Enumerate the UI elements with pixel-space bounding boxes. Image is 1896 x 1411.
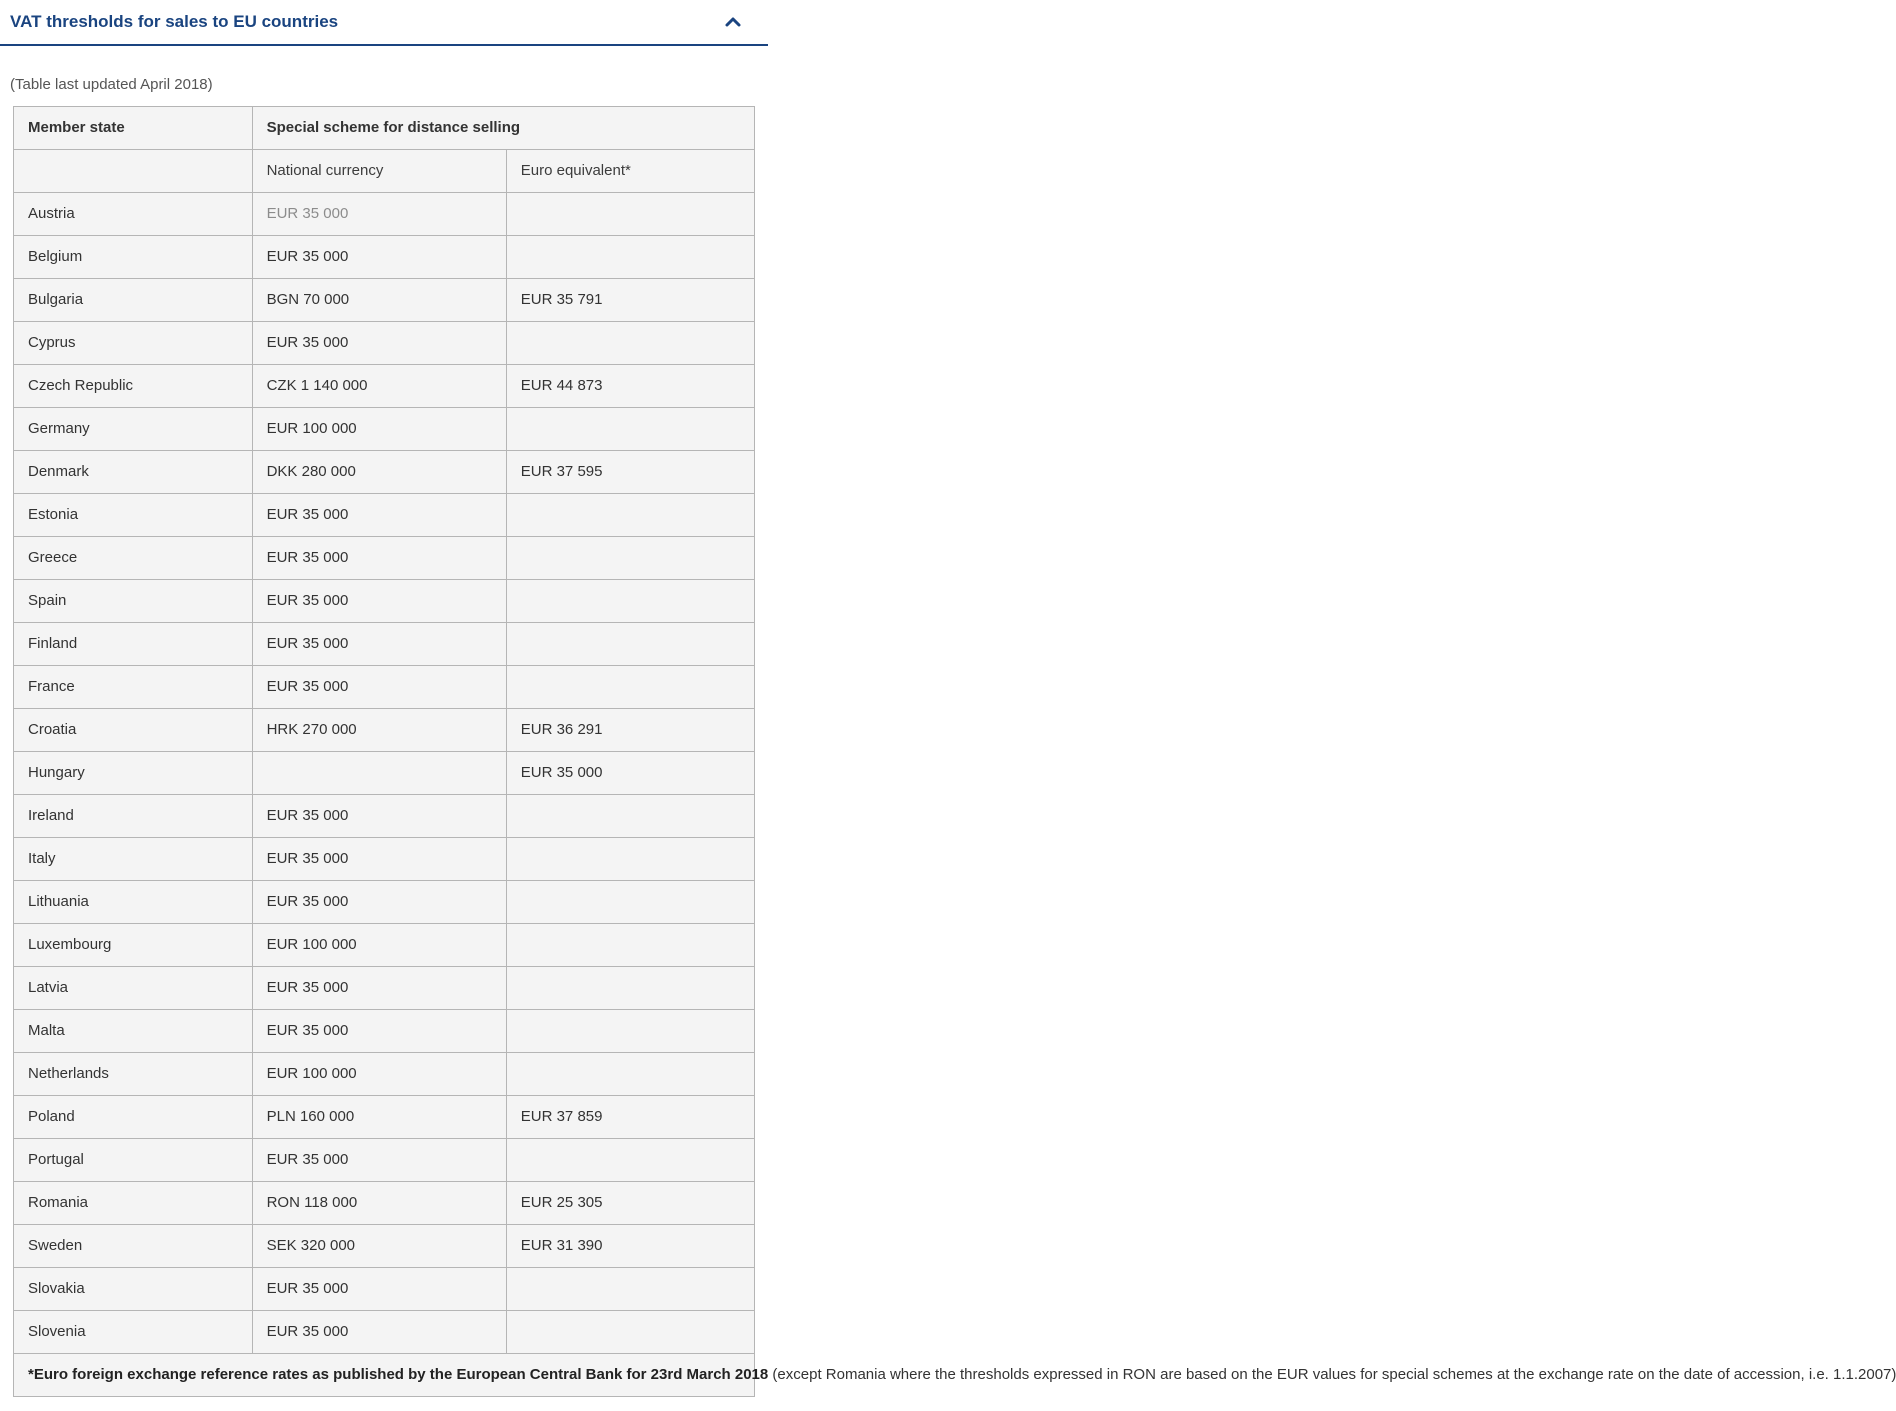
- table-subheader-row: [14, 150, 755, 193]
- national-currency-cell: EUR 35 000: [252, 537, 506, 580]
- member-state-header: Member state: [14, 107, 253, 150]
- national-currency-cell: EUR 35 000: [252, 1268, 506, 1311]
- footnote-regular-text: (except Romania where the thresholds expressed in RON are based on the EUR values for special schemes at the exchange rate on the date of accession, i.e. 1.1.2007): [768, 1366, 1896, 1383]
- table-row: [14, 1053, 755, 1096]
- country-cell: Croatia: [14, 709, 253, 752]
- national-currency-cell: EUR 35 000: [252, 666, 506, 709]
- euro-equivalent-cell: [506, 236, 754, 279]
- country-cell: Slovakia: [14, 1268, 253, 1311]
- table-row: [14, 279, 755, 322]
- country-cell: Cyprus: [14, 322, 253, 365]
- table-row: [14, 795, 755, 838]
- country-cell: Latvia: [14, 967, 253, 1010]
- national-currency-cell: RON 118 000: [252, 1182, 506, 1225]
- national-currency-cell: EUR 35 000: [252, 236, 506, 279]
- euro-equivalent-cell: EUR 37 595: [506, 451, 754, 494]
- national-currency-cell: CZK 1 140 000: [252, 365, 506, 408]
- country-cell: France: [14, 666, 253, 709]
- table-row: [14, 193, 755, 236]
- national-currency-cell: [252, 752, 506, 795]
- euro-equivalent-cell: [506, 838, 754, 881]
- country-cell: Austria: [14, 193, 253, 236]
- national-currency-subheader: National currency: [252, 150, 506, 193]
- national-currency-cell: EUR 100 000: [252, 924, 506, 967]
- euro-equivalent-cell: EUR 44 873: [506, 365, 754, 408]
- country-cell: Finland: [14, 623, 253, 666]
- vat-table-container: [13, 106, 1896, 1397]
- national-currency-cell: EUR 100 000: [252, 408, 506, 451]
- euro-equivalent-cell: [506, 408, 754, 451]
- footnote: [14, 1354, 1896, 1397]
- table-row: [14, 623, 755, 666]
- national-currency-cell: EUR 35 000: [252, 580, 506, 623]
- national-currency-cell: EUR 35 000: [252, 1139, 506, 1182]
- country-cell: Romania: [14, 1182, 253, 1225]
- country-cell: Italy: [14, 838, 253, 881]
- euro-equivalent-cell: [506, 1268, 754, 1311]
- accordion-title: VAT thresholds for sales to EU countries: [10, 12, 339, 31]
- table-row: [14, 580, 755, 623]
- country-cell: Estonia: [14, 494, 253, 537]
- table-header-row: [14, 107, 755, 150]
- table-body: [14, 193, 755, 1354]
- footnote-row: [14, 1354, 755, 1397]
- table-row: [14, 365, 755, 408]
- euro-equivalent-cell: [506, 580, 754, 623]
- country-cell: Spain: [14, 580, 253, 623]
- euro-equivalent-cell: [506, 623, 754, 666]
- euro-equivalent-cell: [506, 1311, 754, 1354]
- table-row: [14, 1268, 755, 1311]
- country-cell: Lithuania: [14, 881, 253, 924]
- euro-equivalent-cell: [506, 322, 754, 365]
- euro-equivalent-cell: EUR 35 000: [506, 752, 754, 795]
- country-cell: Malta: [14, 1010, 253, 1053]
- national-currency-cell: EUR 100 000: [252, 1053, 506, 1096]
- special-scheme-group-header: Special scheme for distance selling: [252, 107, 754, 150]
- table-row: [14, 1225, 755, 1268]
- table-last-updated-note: (Table last updated April 2018): [10, 76, 213, 93]
- national-currency-cell: EUR 35 000: [252, 1311, 506, 1354]
- table-row: [14, 1096, 755, 1139]
- country-cell: Poland: [14, 1096, 253, 1139]
- national-currency-cell: EUR 35 000: [252, 322, 506, 365]
- euro-equivalent-cell: [506, 881, 754, 924]
- euro-equivalent-cell: [506, 537, 754, 580]
- euro-equivalent-cell: [506, 924, 754, 967]
- vat-thresholds-table: [13, 106, 1896, 1397]
- country-cell: Belgium: [14, 236, 253, 279]
- national-currency-cell: EUR 35 000: [252, 193, 506, 236]
- country-cell: Germany: [14, 408, 253, 451]
- table-row: [14, 752, 755, 795]
- footnote-bold-text: *Euro foreign exchange reference rates as published by the European Central Bank for 23rd March 2018: [28, 1366, 769, 1383]
- national-currency-cell: EUR 35 000: [252, 623, 506, 666]
- euro-equivalent-cell: [506, 1010, 754, 1053]
- table-row: [14, 967, 755, 1010]
- euro-equivalent-cell: EUR 31 390: [506, 1225, 754, 1268]
- country-cell: Greece: [14, 537, 253, 580]
- national-currency-cell: EUR 35 000: [252, 881, 506, 924]
- euro-equivalent-cell: [506, 795, 754, 838]
- euro-equivalent-subheader: Euro equivalent*: [506, 150, 754, 193]
- country-cell: Ireland: [14, 795, 253, 838]
- country-cell: Netherlands: [14, 1053, 253, 1096]
- euro-equivalent-cell: EUR 35 791: [506, 279, 754, 322]
- euro-equivalent-cell: [506, 494, 754, 537]
- table-row: [14, 666, 755, 709]
- national-currency-cell: EUR 35 000: [252, 967, 506, 1010]
- table-row: [14, 494, 755, 537]
- country-cell: Czech Republic: [14, 365, 253, 408]
- table-row: [14, 236, 755, 279]
- table-row: [14, 838, 755, 881]
- national-currency-cell: EUR 35 000: [252, 494, 506, 537]
- euro-equivalent-cell: EUR 25 305: [506, 1182, 754, 1225]
- euro-equivalent-cell: [506, 193, 754, 236]
- table-row: [14, 1139, 755, 1182]
- euro-equivalent-cell: [506, 666, 754, 709]
- table-row: [14, 1010, 755, 1053]
- table-row: [14, 709, 755, 752]
- national-currency-cell: SEK 320 000: [252, 1225, 506, 1268]
- national-currency-cell: EUR 35 000: [252, 838, 506, 881]
- table-row: [14, 924, 755, 967]
- country-cell: Hungary: [14, 752, 253, 795]
- table-row: [14, 408, 755, 451]
- country-cell: Portugal: [14, 1139, 253, 1182]
- national-currency-cell: EUR 35 000: [252, 1010, 506, 1053]
- table-row: [14, 1311, 755, 1354]
- national-currency-cell: PLN 160 000: [252, 1096, 506, 1139]
- national-currency-cell: BGN 70 000: [252, 279, 506, 322]
- table-row: [14, 537, 755, 580]
- country-cell: Luxembourg: [14, 924, 253, 967]
- national-currency-cell: EUR 35 000: [252, 795, 506, 838]
- table-row: [14, 881, 755, 924]
- empty-subheader-cell: [14, 150, 253, 193]
- national-currency-cell: DKK 280 000: [252, 451, 506, 494]
- table-row: [14, 322, 755, 365]
- table-row: [14, 451, 755, 494]
- country-cell: Slovenia: [14, 1311, 253, 1354]
- country-cell: Bulgaria: [14, 279, 253, 322]
- euro-equivalent-cell: [506, 1053, 754, 1096]
- euro-equivalent-cell: [506, 967, 754, 1010]
- chevron-up-icon[interactable]: [718, 7, 748, 37]
- accordion-header-vat-thresholds[interactable]: [0, 0, 768, 46]
- euro-equivalent-cell: EUR 36 291: [506, 709, 754, 752]
- table-row: [14, 1182, 755, 1225]
- euro-equivalent-cell: EUR 37 859: [506, 1096, 754, 1139]
- country-cell: Sweden: [14, 1225, 253, 1268]
- national-currency-cell: HRK 270 000: [252, 709, 506, 752]
- euro-equivalent-cell: [506, 1139, 754, 1182]
- country-cell: Denmark: [14, 451, 253, 494]
